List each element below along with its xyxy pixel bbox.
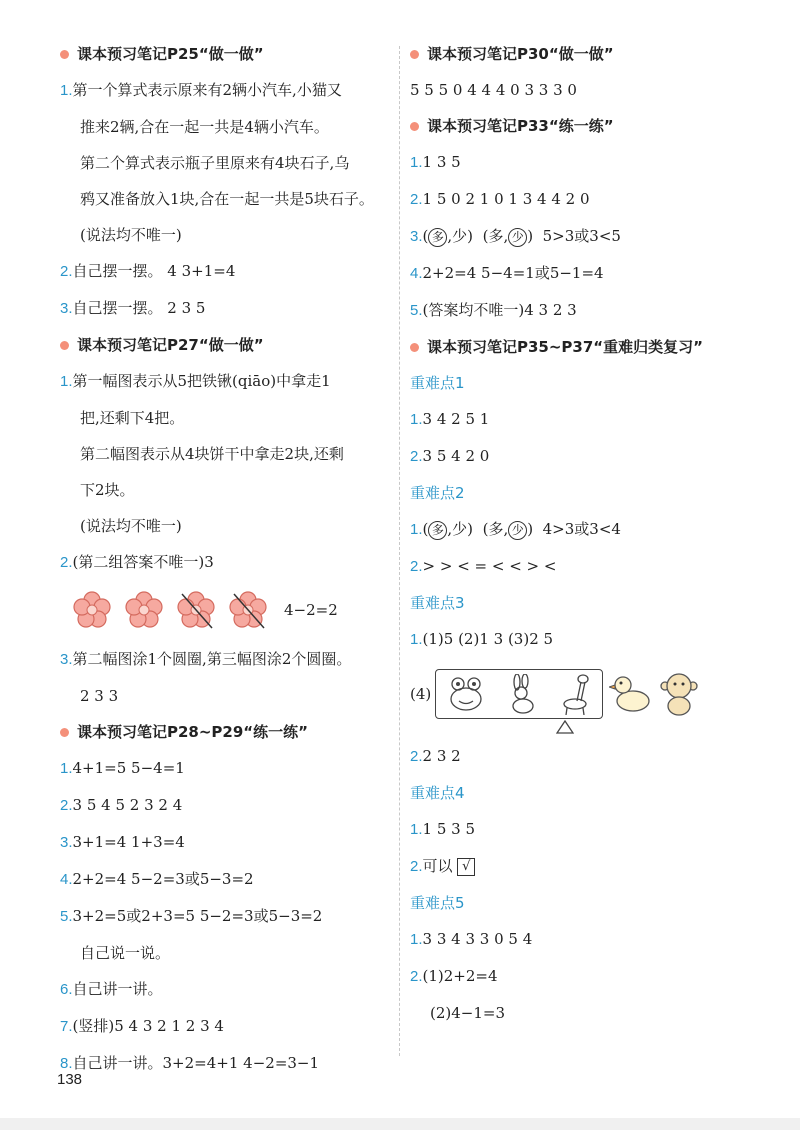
fulcrum-icon [556, 720, 574, 734]
answer-item: 2.(1)2+2=4 [410, 967, 498, 985]
section-title-p27: 课本预习笔记P27“做一做” [60, 335, 390, 355]
seesaw-board [435, 669, 603, 719]
answer-line: (2)4−1=3 [430, 1004, 506, 1022]
frog-icon [446, 675, 486, 713]
answer-item-circled: 1.( 多 ,少) (多, 少 ) 4>3或3<4 [410, 520, 621, 538]
answer-line: (说法均不唯一) [80, 226, 182, 244]
answer-item: 5.(答案均不唯一)4 3 2 3 [410, 301, 577, 319]
page-number: 138 [57, 1071, 83, 1088]
answer-item: 2.自己摆一摆。 4 3+1=4 [60, 262, 236, 280]
footer-bar [0, 1118, 800, 1130]
answer-line: 5 5 5 0 4 4 4 0 3 3 3 0 [410, 81, 577, 99]
answer-line: 下2块。 [80, 481, 135, 499]
key-point-heading: 重难点4 [410, 784, 465, 802]
answer-item: 3.自己摆一摆。 2 3 5 [60, 299, 206, 317]
bullet-icon [60, 728, 69, 737]
right-column [410, 44, 770, 1039]
answer-line: 推来2辆,合在一起一共是4辆小汽车。 [80, 118, 329, 136]
answer-item: 3.3+1=4 1+3=4 [60, 833, 185, 851]
section-title-p25: 课本预习笔记P25“做一做” [60, 44, 390, 64]
flower-icon [124, 590, 164, 630]
answer-item: 1.4+1=5 5−4=1 [60, 759, 185, 777]
animals-illustration: (4) [410, 664, 770, 724]
answer-line: 第二幅图表示从4块饼干中拿走2块,还剩 [80, 445, 344, 463]
answer-item: 2.3 5 4 2 0 [410, 447, 490, 465]
duck-icon [609, 673, 653, 715]
answer-item: 1.第一个算式表示原来有2辆小汽车,小猫又 [60, 81, 342, 99]
monkey-icon [659, 672, 699, 716]
answer-item: 1.3 4 2 5 1 [410, 410, 490, 428]
answer-item: 2.可以 √ [410, 856, 770, 877]
answer-line: (说法均不唯一) [80, 517, 182, 535]
answer-line: 2 3 3 [80, 687, 119, 705]
answer-item: 2.> > < = < < > < [410, 557, 557, 575]
answer-line: 自己说一说。 [80, 944, 171, 962]
bullet-icon [60, 50, 69, 59]
answer-item: 1.1 3 5 [410, 153, 461, 171]
flower-equation: 4−2=2 [284, 601, 338, 619]
bullet-icon [410, 122, 419, 131]
flower-icon [72, 590, 112, 630]
section-title-p30: 课本预习笔记P30“做一做” [410, 44, 770, 64]
circled-choice: 少 [508, 228, 527, 247]
answer-item: 1.(1)5 (2)1 3 (3)2 5 [410, 630, 554, 648]
answer-item: 5.3+2=5或2+3=5 5−2=3或5−3=2 [60, 907, 323, 925]
answer-item: 1.1 5 3 5 [410, 820, 475, 838]
circled-choice: 多 [428, 228, 447, 247]
answer-item-circled: 3.( 多 ,少) (多, 少 ) 5>3或3<5 [410, 227, 621, 245]
circled-choice: 多 [428, 521, 447, 540]
bullet-icon [410, 50, 419, 59]
answer-item: 1.3 3 4 3 3 0 5 4 [410, 930, 533, 948]
crossed-flower-icon [228, 590, 268, 630]
bullet-icon [410, 343, 419, 352]
giraffe-icon [559, 673, 593, 715]
answer-line: 第二个算式表示瓶子里原来有4块石子,乌 [80, 154, 350, 172]
answer-item: 7.(竖排)5 4 3 2 1 2 3 4 [60, 1017, 224, 1035]
answer-item: 2.3 5 4 5 2 3 2 4 [60, 796, 183, 814]
answer-item: 3.第二幅图涂1个圆圈,第三幅图涂2个圆圈。 [60, 650, 352, 668]
answer-item: 2.1 5 0 2 1 0 1 3 4 4 2 0 [410, 190, 590, 208]
answer-line: 鸦又准备放入1块,合在一起一共是5块石子。 [80, 190, 374, 208]
checkmark-box: √ [457, 858, 475, 876]
answer-item: 4.2+2=4 5−2=3或5−3=2 [60, 870, 254, 888]
answer-item: 2.(第二组答案不唯一)3 [60, 553, 214, 571]
answer-line: 把,还剩下4把。 [80, 409, 185, 427]
section-title-p35: 课本预习笔记P35~P37“重难归类复习” [410, 337, 770, 357]
key-point-heading: 重难点1 [410, 374, 465, 392]
answer-item: 6.自己讲一讲。 [60, 980, 163, 998]
column-divider [399, 46, 400, 1056]
answer-item: 4.2+2=4 5−4=1或5−1=4 [410, 264, 604, 282]
crossed-flower-icon [176, 590, 216, 630]
flower-illustration [72, 589, 390, 631]
answer-item: 1.第一幅图表示从5把铁锹(qiāo)中拿走1 [60, 372, 331, 390]
answer-item: 2.2 3 2 [410, 747, 461, 765]
bullet-icon [60, 341, 69, 350]
circled-choice: 少 [508, 521, 527, 540]
key-point-heading: 重难点3 [410, 594, 465, 612]
section-title-p28: 课本预习笔记P28~P29“练一练” [60, 722, 390, 742]
section-title-p33: 课本预习笔记P33“练一练” [410, 116, 770, 136]
key-point-heading: 重难点5 [410, 894, 465, 912]
left-column [60, 44, 390, 1090]
rabbit-icon [505, 674, 539, 714]
key-point-heading: 重难点2 [410, 484, 465, 502]
answer-item: 8.自己讲一讲。3+2=4+1 4−2=3−1 [60, 1054, 320, 1072]
